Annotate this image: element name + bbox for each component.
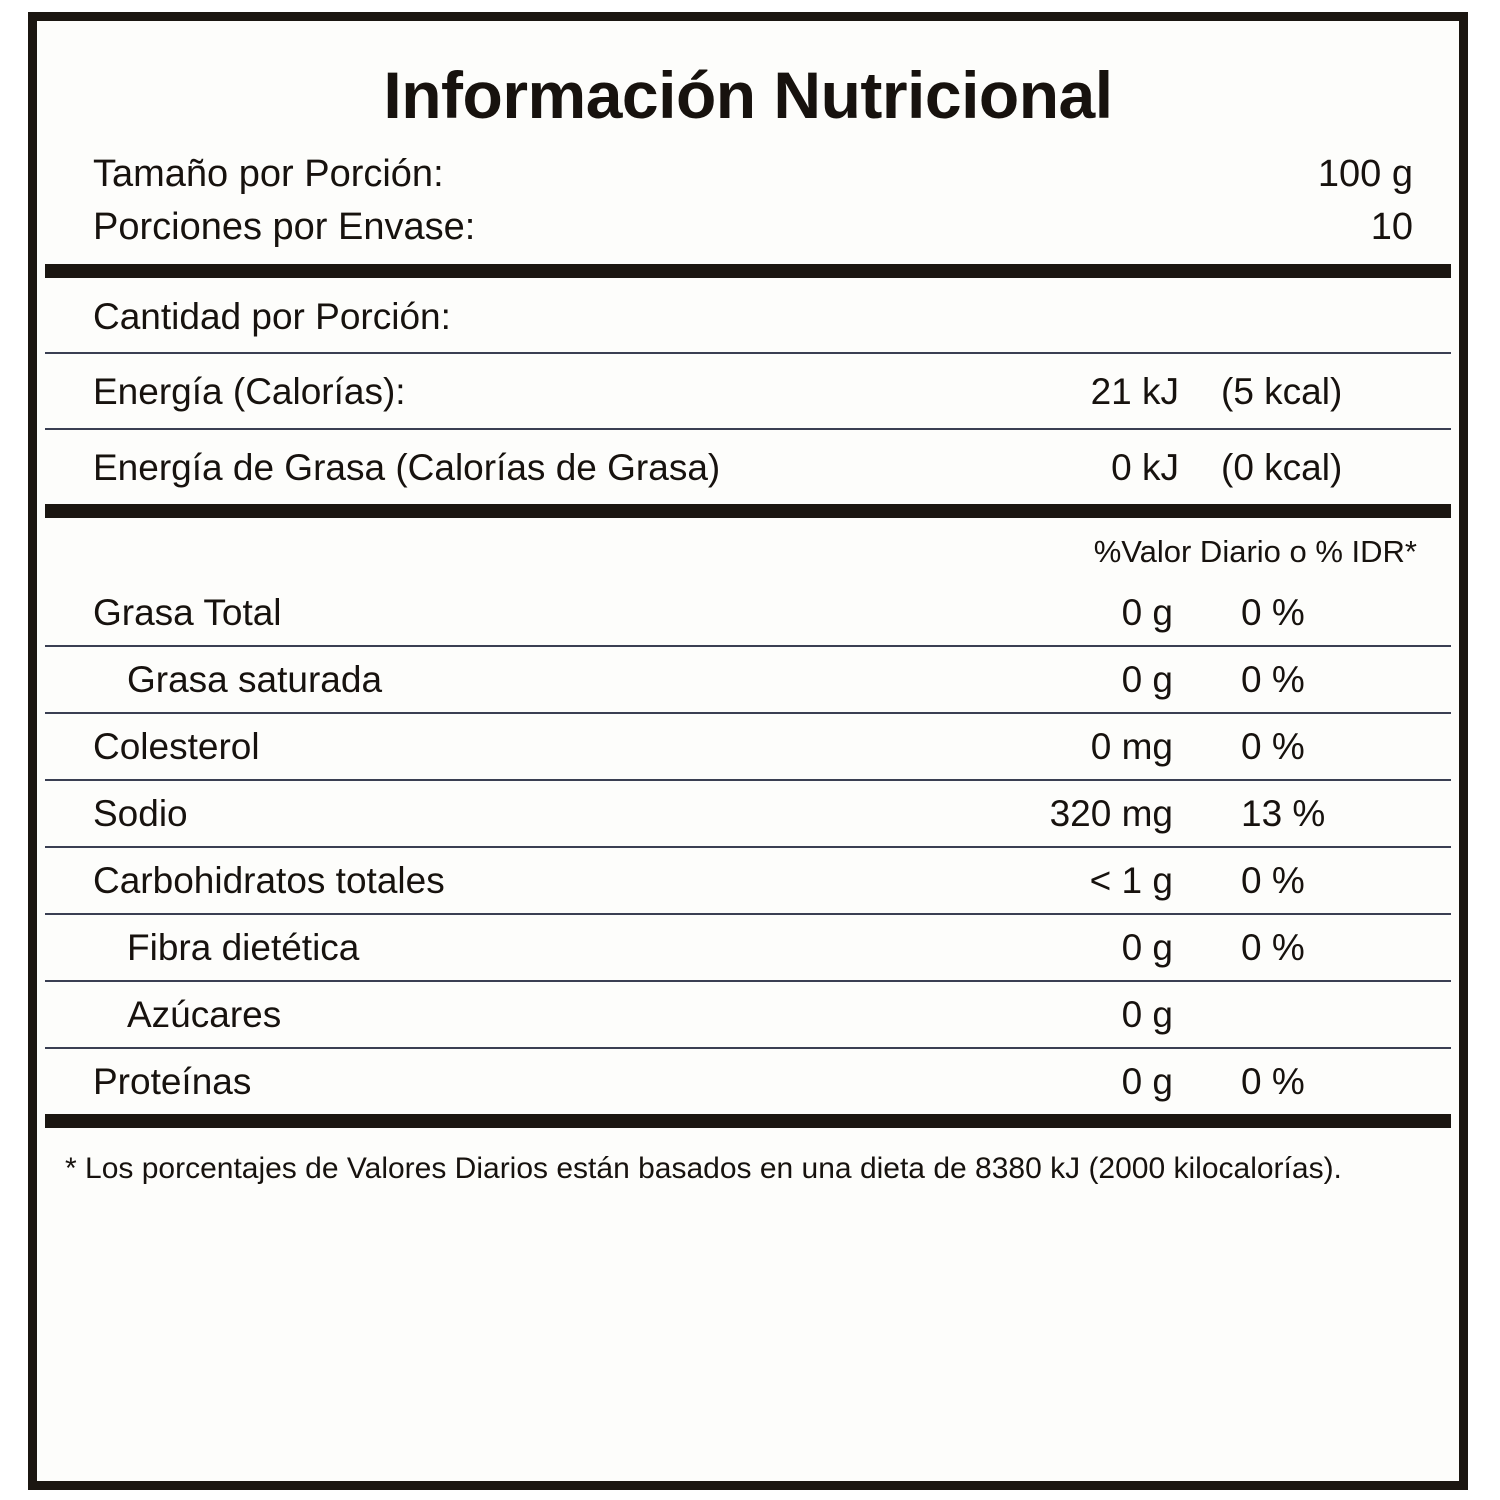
- footnote: * Los porcentajes de Valores Diarios están basados en una dieta de 8380 kJ (2000 kilocalorías).: [65, 1152, 1342, 1186]
- table-row: [45, 580, 1451, 647]
- table-row: [45, 647, 1451, 714]
- serving-size-value: 100 g: [1317, 153, 1413, 196]
- nutrient-amount: 0 g: [1121, 927, 1173, 969]
- nutrient-name: Carbohidratos totales: [93, 860, 445, 902]
- table-row: [45, 1049, 1451, 1128]
- serving-size-row: [45, 148, 1451, 201]
- nutrient-name: Sodio: [93, 793, 188, 835]
- table-row: [45, 781, 1451, 848]
- energy-from-fat-label: Energía de Grasa (Calorías de Grasa): [93, 447, 721, 489]
- nutrient-name: Grasa Total: [93, 592, 282, 634]
- daily-value-header: %Valor Diario o % IDR*: [1093, 534, 1417, 570]
- nutrient-amount: 0 g: [1121, 994, 1173, 1036]
- table-row: [45, 915, 1451, 982]
- nutrient-amount: 0 g: [1121, 592, 1173, 634]
- nutrient-percent: 0 %: [1241, 927, 1305, 969]
- nutrient-amount: 0 g: [1121, 659, 1173, 701]
- nutrient-amount: 320 mg: [1049, 793, 1173, 835]
- nutrient-name: Colesterol: [93, 726, 260, 768]
- servings-per-container-row: [45, 201, 1451, 254]
- servings-per-container-value: 10: [1370, 206, 1413, 249]
- serving-block: [45, 144, 1451, 278]
- table-row: [45, 982, 1451, 1049]
- nutrient-percent: 0 %: [1241, 860, 1305, 902]
- label-content: [37, 21, 1459, 1481]
- nutrient-name: Proteínas: [93, 1061, 252, 1103]
- nutrient-percent: 0 %: [1241, 592, 1305, 634]
- nutrient-amount: 0 mg: [1090, 726, 1173, 768]
- page-title: Información Nutricional: [383, 58, 1113, 132]
- energy-calories-kcal: (5 kcal): [1221, 371, 1343, 413]
- nutrient-percent: 0 %: [1241, 726, 1305, 768]
- table-row: [45, 848, 1451, 915]
- nutrient-percent: 13 %: [1241, 793, 1326, 835]
- energy-from-fat-row: [45, 430, 1451, 518]
- serving-size-label: Tamaño por Porción:: [93, 153, 444, 196]
- energy-calories-kj: 21 kJ: [1090, 371, 1179, 413]
- energy-from-fat-kj: 0 kJ: [1111, 447, 1179, 489]
- nutrient-percent: 0 %: [1241, 1061, 1305, 1103]
- energy-from-fat-kcal: (0 kcal): [1221, 447, 1343, 489]
- nutrient-name: Fibra dietética: [127, 927, 360, 969]
- nutrient-percent: 0 %: [1241, 659, 1305, 701]
- table-row: [45, 714, 1451, 781]
- nutrient-amount: 0 g: [1121, 1061, 1173, 1103]
- nutrient-name: Azúcares: [127, 994, 282, 1036]
- energy-calories-label: Energía (Calorías):: [93, 371, 406, 413]
- nutrient-amount: < 1 g: [1089, 860, 1173, 902]
- servings-per-container-label: Porciones por Envase:: [93, 206, 476, 249]
- nutrition-facts-label: [28, 12, 1468, 1490]
- nutrient-name: Grasa saturada: [127, 659, 383, 701]
- amount-per-serving-label: Cantidad por Porción:: [45, 278, 1451, 354]
- energy-calories-row: [45, 354, 1451, 430]
